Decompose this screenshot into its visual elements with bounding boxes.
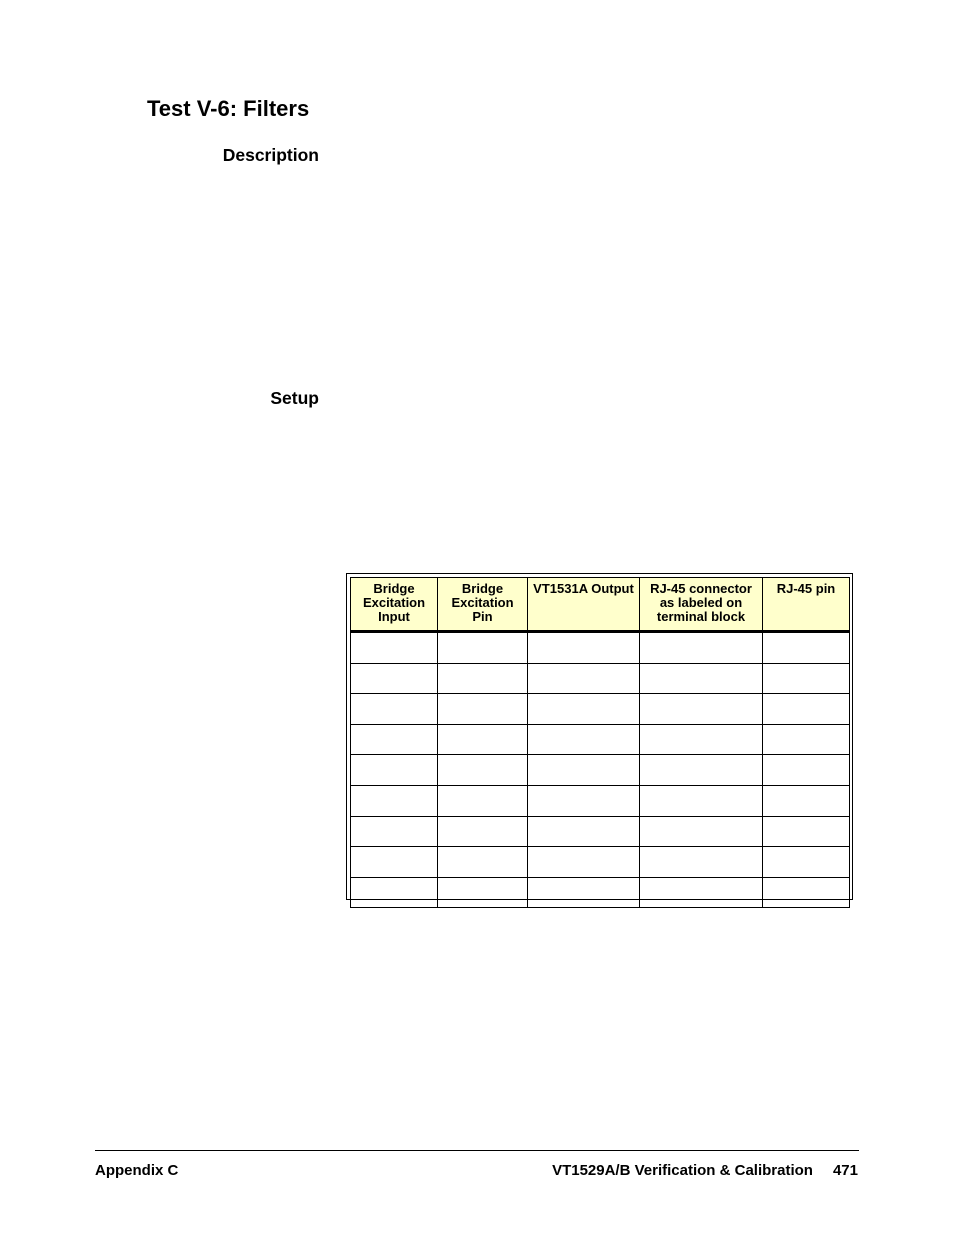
- table-cell: [351, 816, 438, 847]
- table-cell: [528, 663, 640, 694]
- table-cell: [640, 724, 763, 755]
- table-cell: [351, 663, 438, 694]
- table-row: [351, 632, 850, 664]
- table-cell: [528, 632, 640, 664]
- connection-table: [350, 577, 850, 908]
- table-row: [351, 724, 850, 755]
- table-cell: [438, 694, 528, 725]
- table-cell: [438, 847, 528, 878]
- table-cell: [763, 694, 850, 725]
- column-header-rj45-connector: RJ-45 connector as labeled on terminal block: [640, 578, 763, 632]
- table-cell: [763, 816, 850, 847]
- table-cell: [351, 632, 438, 664]
- table-cell: [528, 816, 640, 847]
- description-heading: Description: [222, 145, 319, 165]
- table-cell: [351, 877, 438, 908]
- footer-title-text: VT1529A/B Verification & Calibration: [552, 1162, 813, 1179]
- table-row: [351, 785, 850, 816]
- table-cell: [351, 694, 438, 725]
- footer-section-label: Appendix C: [95, 1162, 179, 1179]
- setup-heading: Setup: [270, 388, 319, 408]
- table-row: [351, 663, 850, 694]
- table-cell: [640, 632, 763, 664]
- column-header-bridge-excitation-pin: Bridge Excitation Pin: [438, 578, 528, 632]
- table-cell: [351, 847, 438, 878]
- table-cell: [438, 663, 528, 694]
- table-body: [351, 632, 850, 908]
- table-cell: [438, 755, 528, 786]
- table-cell: [528, 847, 640, 878]
- table-cell: [763, 847, 850, 878]
- page-number: 471: [832, 1162, 858, 1179]
- table-cell: [438, 877, 528, 908]
- table-cell: [763, 785, 850, 816]
- table-cell: [763, 755, 850, 786]
- table-cell: [351, 724, 438, 755]
- table-cell: [640, 847, 763, 878]
- table-cell: [528, 755, 640, 786]
- column-header-rj45-pin: RJ-45 pin: [763, 578, 850, 632]
- table-cell: [528, 877, 640, 908]
- table-cell: [763, 877, 850, 908]
- column-header-vt1531a-output: VT1531A Output: [528, 578, 640, 632]
- table-cell: [640, 755, 763, 786]
- table-cell: [640, 877, 763, 908]
- table-cell: [438, 816, 528, 847]
- table-cell: [640, 785, 763, 816]
- table-cell: [763, 724, 850, 755]
- page-title: Test V-6: Filters: [147, 96, 310, 121]
- table-row: [351, 755, 850, 786]
- table-cell: [640, 663, 763, 694]
- table-cell: [528, 724, 640, 755]
- connection-table-frame: [346, 573, 853, 900]
- table-cell: [528, 694, 640, 725]
- table-cell: [351, 785, 438, 816]
- table-cell: [640, 694, 763, 725]
- table-cell: [438, 785, 528, 816]
- table-cell: [438, 724, 528, 755]
- table-row: [351, 847, 850, 878]
- table-row: [351, 694, 850, 725]
- footer-document-title: [552, 1162, 858, 1179]
- table-header-row: [351, 578, 850, 632]
- table-cell: [351, 755, 438, 786]
- column-header-bridge-excitation-input: Bridge Excitation Input: [351, 578, 438, 632]
- footer-divider: [95, 1150, 859, 1151]
- table-cell: [640, 816, 763, 847]
- table-row: [351, 877, 850, 908]
- table-cell: [438, 632, 528, 664]
- table-cell: [763, 663, 850, 694]
- table-row: [351, 816, 850, 847]
- table-cell: [528, 785, 640, 816]
- table-cell: [763, 632, 850, 664]
